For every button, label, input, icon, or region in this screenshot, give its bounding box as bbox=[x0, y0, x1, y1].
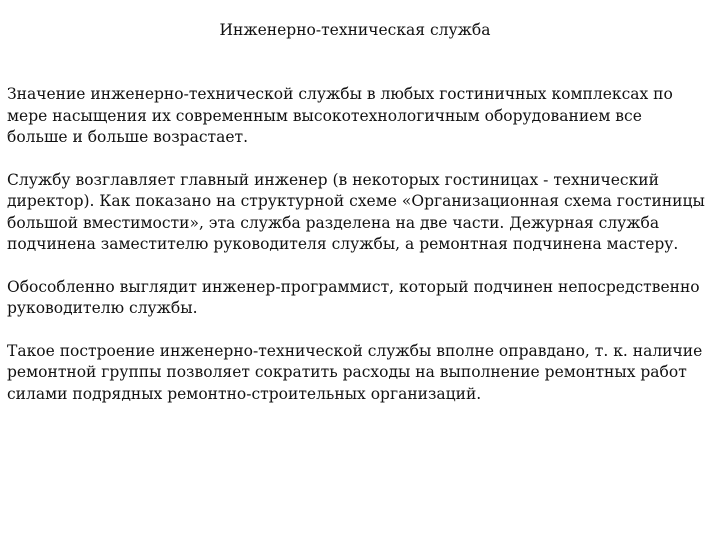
paragraph-justification: Такое построение инженерно-технической службы вполне оправдано, т. к. наличие ремонтной группы позволяет сократить расходы на выполнение ремонтных работ силами подрядных ремонтно-строительных организаций. bbox=[7, 341, 703, 403]
paragraph-significance: Значение инженерно-технической службы в любых гостиничных комплексах по мере насыщения их современным высокотехнологичным оборудованием все больше и больше возрастает. bbox=[7, 85, 673, 146]
paragraph-programmer: Обособленно выглядит инженер-программист, который подчинен непосредственно руководителю службы. bbox=[7, 277, 700, 317]
slide-title: Инженерно-техническая служба bbox=[219, 21, 491, 39]
slide-body bbox=[7, 84, 707, 426]
paragraph-structure: Службу возглавляет главный инженер (в некоторых гостиницах - технический директор). Как показано на структурной схеме «Организационная схема гостиницы большой вместимости», эта служба разделена на две части. Дежурная служба подчинена заместителю руководителя службы, а ремонтная подчинена мастеру. bbox=[7, 170, 705, 253]
